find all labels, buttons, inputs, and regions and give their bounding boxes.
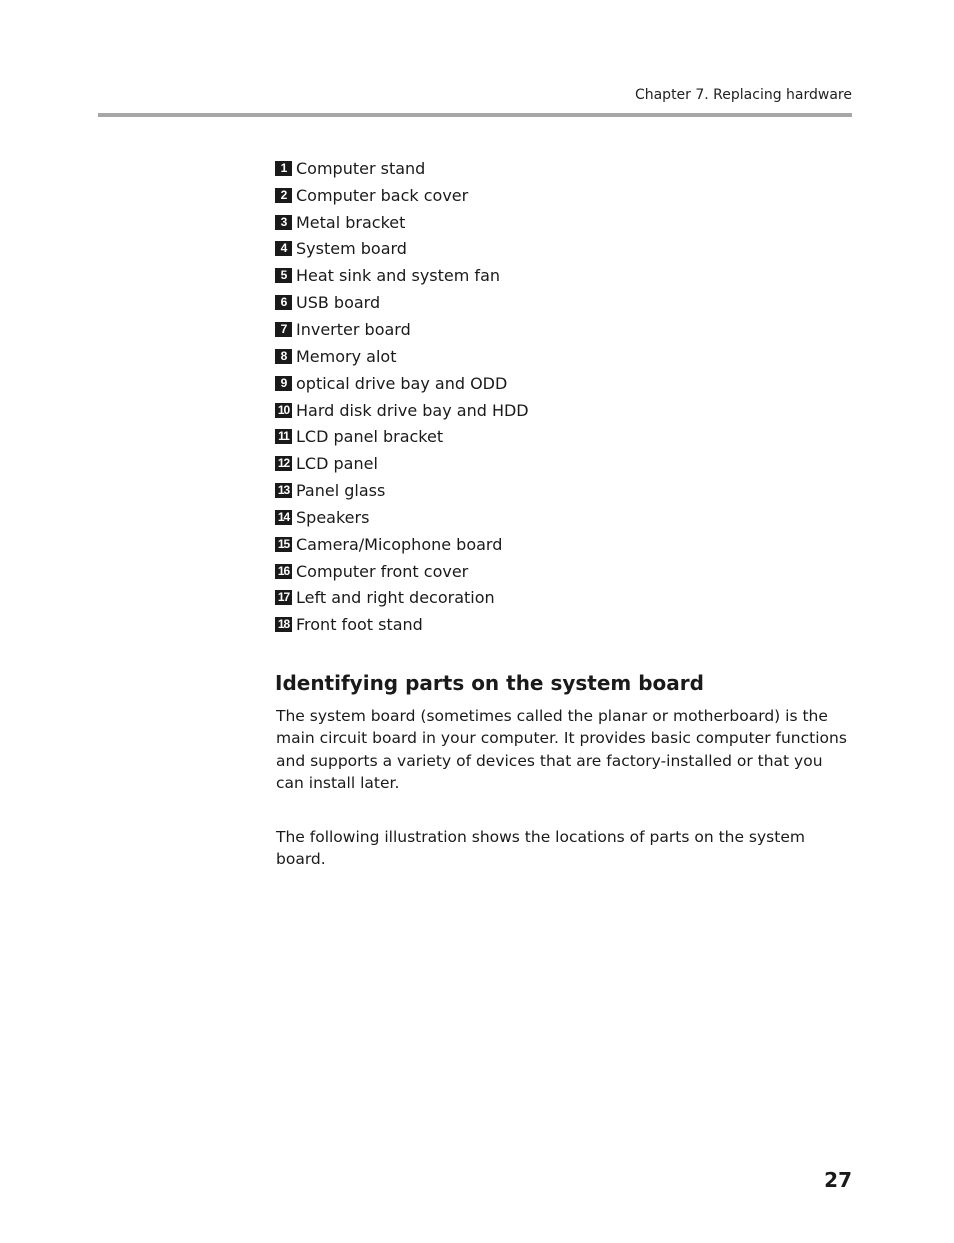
- item-label: LCD panel: [296, 454, 378, 474]
- item-label: Left and right decoration: [296, 588, 495, 608]
- item-label: Hard disk drive bay and HDD: [296, 400, 529, 420]
- item-number-badge: 18: [275, 617, 292, 632]
- item-label: Inverter board: [296, 319, 411, 339]
- list-item: [275, 343, 529, 370]
- item-number-badge: 2: [275, 188, 292, 203]
- body-paragraph: The system board (sometimes called the planar or motherboard) is the main circuit board in your computer. It provides basic computer functions and supports a variety of devices that are factory-installed or that you can install later.: [276, 707, 847, 792]
- list-item: [275, 316, 529, 343]
- list-item: [275, 182, 529, 209]
- list-item: [275, 209, 529, 236]
- item-label: Panel glass: [296, 481, 386, 501]
- running-header: Chapter 7. Replacing hardware: [634, 87, 852, 103]
- item-label: Computer front cover: [296, 561, 469, 581]
- header-rule: [98, 113, 852, 117]
- item-number-badge: 9: [275, 376, 292, 391]
- item-label: Speakers: [296, 507, 370, 527]
- list-item: [275, 289, 529, 316]
- list-item: [275, 397, 529, 424]
- item-label: Computer back cover: [296, 185, 469, 205]
- item-label: Front foot stand: [296, 615, 423, 635]
- item-label: Metal bracket: [296, 212, 406, 232]
- body-paragraph: The following illustration shows the locations of parts on the system board.: [276, 828, 805, 869]
- item-label: Computer stand: [296, 158, 426, 178]
- item-number-badge: 15: [275, 537, 292, 552]
- list-item: [275, 450, 529, 477]
- item-number-badge: 17: [275, 590, 292, 605]
- list-item: [275, 611, 529, 638]
- list-item: [275, 262, 529, 289]
- item-number-badge: 3: [275, 215, 292, 230]
- list-item: [275, 504, 529, 531]
- list-item: [275, 477, 529, 504]
- item-label: optical drive bay and ODD: [296, 373, 508, 393]
- parts-list: [275, 155, 529, 638]
- item-number-badge: 12: [275, 456, 292, 471]
- list-item: [275, 155, 529, 182]
- list-item: [275, 423, 529, 450]
- item-number-badge: 6: [275, 295, 292, 310]
- item-number-badge: 16: [275, 564, 292, 579]
- item-number-badge: 14: [275, 510, 292, 525]
- item-label: Memory alot: [296, 346, 397, 366]
- item-number-badge: 7: [275, 322, 292, 337]
- item-label: Camera/Micophone board: [296, 534, 503, 554]
- item-number-badge: 4: [275, 241, 292, 256]
- item-number-badge: 11: [275, 429, 292, 444]
- item-label: LCD panel bracket: [296, 427, 444, 447]
- item-label: Heat sink and system fan: [296, 266, 501, 286]
- item-number-badge: 13: [275, 483, 292, 498]
- item-label: System board: [296, 239, 407, 259]
- page-number: 27: [824, 1168, 852, 1192]
- item-number-badge: 5: [275, 268, 292, 283]
- item-label: USB board: [296, 293, 381, 313]
- list-item: [275, 236, 529, 263]
- item-number-badge: 8: [275, 349, 292, 364]
- list-item: [275, 558, 529, 585]
- item-number-badge: 1: [275, 161, 292, 176]
- list-item: [275, 531, 529, 558]
- list-item: [275, 370, 529, 397]
- section-heading: Identifying parts on the system board: [275, 671, 704, 695]
- list-item: [275, 585, 529, 612]
- item-number-badge: 10: [275, 403, 292, 418]
